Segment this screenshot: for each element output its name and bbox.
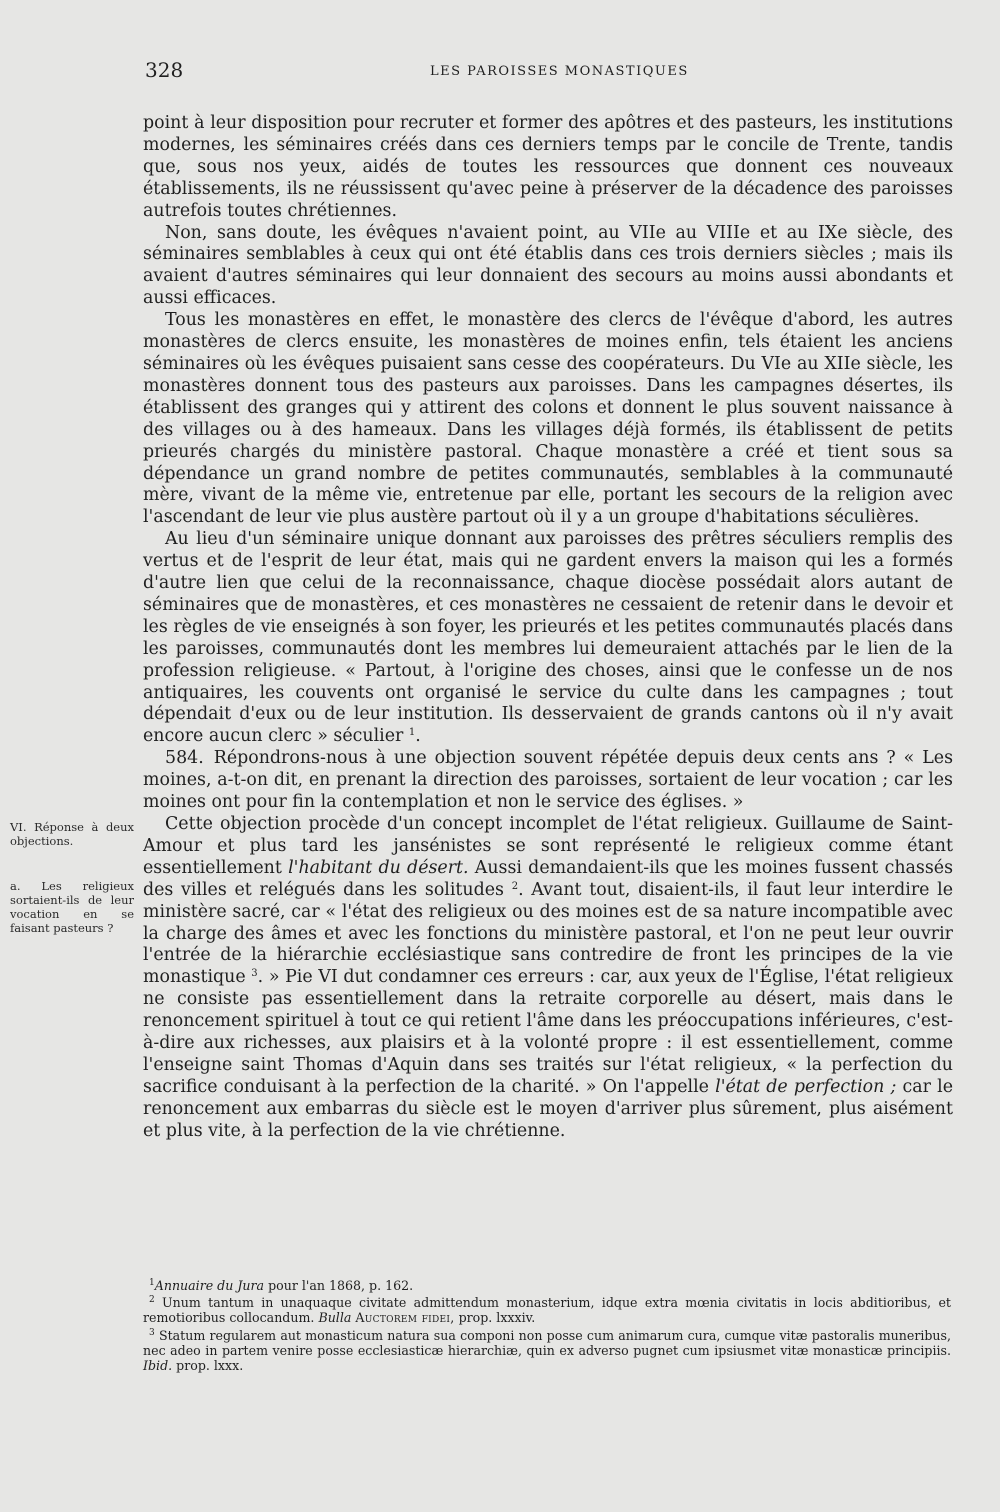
paragraph-4 [143,529,953,748]
footnote-1-text: pour l'an 1868, p. 162. [268,1278,414,1293]
paragraph-6-part-c: . Avant tout, disaient-ils, il faut leur interdire le ministère sacré, car « l'état des religieux ou des moines est de sa nature incompatible avec la charge des âmes et avec les fonctions du ministère pastoral, et l'on ne peut leur ouvrir l'entrée de la hiérarchie ecclésiastique sans contredire de front les principes de la vie monastique [143,879,954,988]
footnote-2-smallcaps: Auctorem fidei, [355,1310,455,1326]
footnote-ref-1: 1 [408,727,416,739]
footnotes [143,1278,951,1375]
page-number: 328 [145,58,184,82]
paragraph-6-part-d: . » Pie VI dut condamner ces erreurs : car, aux yeux de l'Église, l'état religieux ne consiste pas essentiellement dans la retraite corporelle au désert, mais dans le renoncement spirituel à tout ce qui retient l'âme dans les préoccupations inférieures, c'est-à-dire aux richesses, aux plaisirs et à la volonté propre : il est essentiellement, comme l'enseigne saint Thomas d'Aquin dans ses traités sur l'état religieux, « la perfection du sacrifice conduisant à la perfection de la charité. » On l'appelle [143,967,954,1097]
paragraph-4-text: Au lieu d'un séminaire unique donnant aux paroisses des prêtres séculiers remplis des vertus et de l'esprit de leur état, mais qui ne gardent envers la maison qui les a formés d'autre lien que celui de la reconnaissance, chaque diocèse possédait alors autant de séminaires que de monastères, et ces monastères ne cessaient de retenir dans le devoir et les règles de vie enseignés à son foyer, les prieurés et les petites communautés placés dans les paroisses, communautés dont les membres lui demeuraient attachés par le lien de la profession religieuse. « Partout, à l'origine des choses, ainsi que le confesse un de nos antiquaires, les couvents ont organisé le service du culte dans les campagnes ; tout dépendait d'eux ou de leur institution. Ils desservaient de grands cantons où il n'y avait encore aucun clerc » séculier [143,529,953,747]
margin-note-2: a. Les religieux sortaient-ils de leur vocation en se faisant pasteurs ? [10,879,134,935]
footnote-2-text: Unum tantum in unaquaque civitate admittendum monasterium, idque extra mœnia civitatis in locis abditioribus, et remotioribus collocandum. [143,1295,951,1326]
running-title: LES PAROISSES MONASTIQUES [430,64,689,79]
paragraph-5 [143,748,953,814]
footnote-ref-3: 3 [251,968,258,980]
margin-note-1: VI. Réponse à deux objections. [10,820,134,848]
footnote-3-end: prop. lxxx. [176,1358,244,1374]
paragraph-2: Non, sans doute, les évêques n'avaient point, au VIIe au VIIIe et au IXe siècle, des séminaires semblables à ceux qui ont été établis dans ces trois derniers siècles ; mais ils avaient d'autres séminaires qui leur donnaient des secours au moins aussi abondants et aussi efficaces. [143,222,953,309]
footnote-3-number: 3 [149,1327,155,1338]
page-header [145,58,953,88]
footnote-2-end: prop. lxxxiv. [458,1310,536,1326]
footnote-3 [143,1328,951,1374]
paragraph-1: point à leur disposition pour recruter et former des apôtres et des pasteurs, les institutions modernes, les séminaires créés dans ces derniers temps par le concile de Trente, tandis que, sous nos yeux, aidés de toutes les ressources que donnent ces nouveaux établissements, ils ne réussissent qu'avec peine à préserver de la décadence des paroisses autrefois toutes chrétiennes. [143,113,953,221]
paragraph-6-part-b: Aussi demandaient-ils que les moines fussent chassés des villes et relégués dans les solitudes [143,857,953,900]
paragraph-6-italic-2: l'état de perfection ; [715,1076,897,1097]
section-number: 584. [165,748,204,769]
paragraph-6-italic: l'habitant du désert. [288,857,469,878]
footnote-2-italic: Bulla [318,1310,352,1326]
footnote-3-text: Statum regularem aut monasticum natura sua componi non posse cum animarum cura, cumque vitæ pastoralis muneribus, nec adeo in partem venire posse ecclesiasticæ hierarchiæ, quin ex adverso pugnet cum ipsiusmet vitæ monasticæ principiis. [143,1327,952,1358]
paragraph-6 [143,814,953,1143]
footnote-ref-2: 2 [511,880,519,892]
paragraph-5-text: Répondrons-nous à une objection souvent répétée depuis deux cents ans ? « Les moines, a-t-on dit, en prenant la direction des paroisses, sortaient de leur vocation ; car les moines ont pour fin la contemplation et non le service des églises. » [143,748,953,813]
paragraph-4-end: . [415,726,421,747]
footnote-2 [143,1295,951,1325]
paragraph-3: Tous les monastères en effet, le monastère des clercs de l'évêque d'abord, les autres monastères de clercs ensuite, les monastères de moines enfin, tels étaient les anciens séminaires où les évêques puisaient sans cesse des coopérateurs. Du VIe au XIIe siècle, les monastères donnent tous des pasteurs aux paroisses. Dans les campagnes désertes, ils établissent des granges qui y attirent des colons et donnent le plus souvent naissance à des villages ou à des hameaux. Dans les villages déjà formés, ils établissent de petits prieurés chargés du ministère pastoral. Chaque monastère a créé et tient sous sa dépendance un grand nombre de petites communautés, semblables à la communauté mère, vivant de la même vie, entretenue par elle, portant les secours de la religion avec l'ascendant de leur vie plus austère partout où il y a un groupe d'habitations séculières. [143,310,953,528]
body-text [143,113,953,1143]
paragraph-6-part-a: Cette objection procède d'un concept incomplet de l'état religieux. Guillaume de Saint-Amour et plus tard les jansénistes se sont représenté le religieux comme étant essentiellement [143,814,953,878]
footnote-2-number: 2 [149,1295,155,1306]
footnote-3-italic: Ibid. [143,1358,173,1374]
paragraph-6-part-e: car le renoncement aux embarras du siècle est le moyen d'arriver plus sûrement, plus aisément et plus vite, à la perfection de la vie chrétienne. [143,1076,953,1141]
footnote-1-number: 1 [149,1278,155,1288]
footnote-1-italic: Annuaire du Jura [154,1278,265,1293]
footnote-1 [143,1278,951,1293]
